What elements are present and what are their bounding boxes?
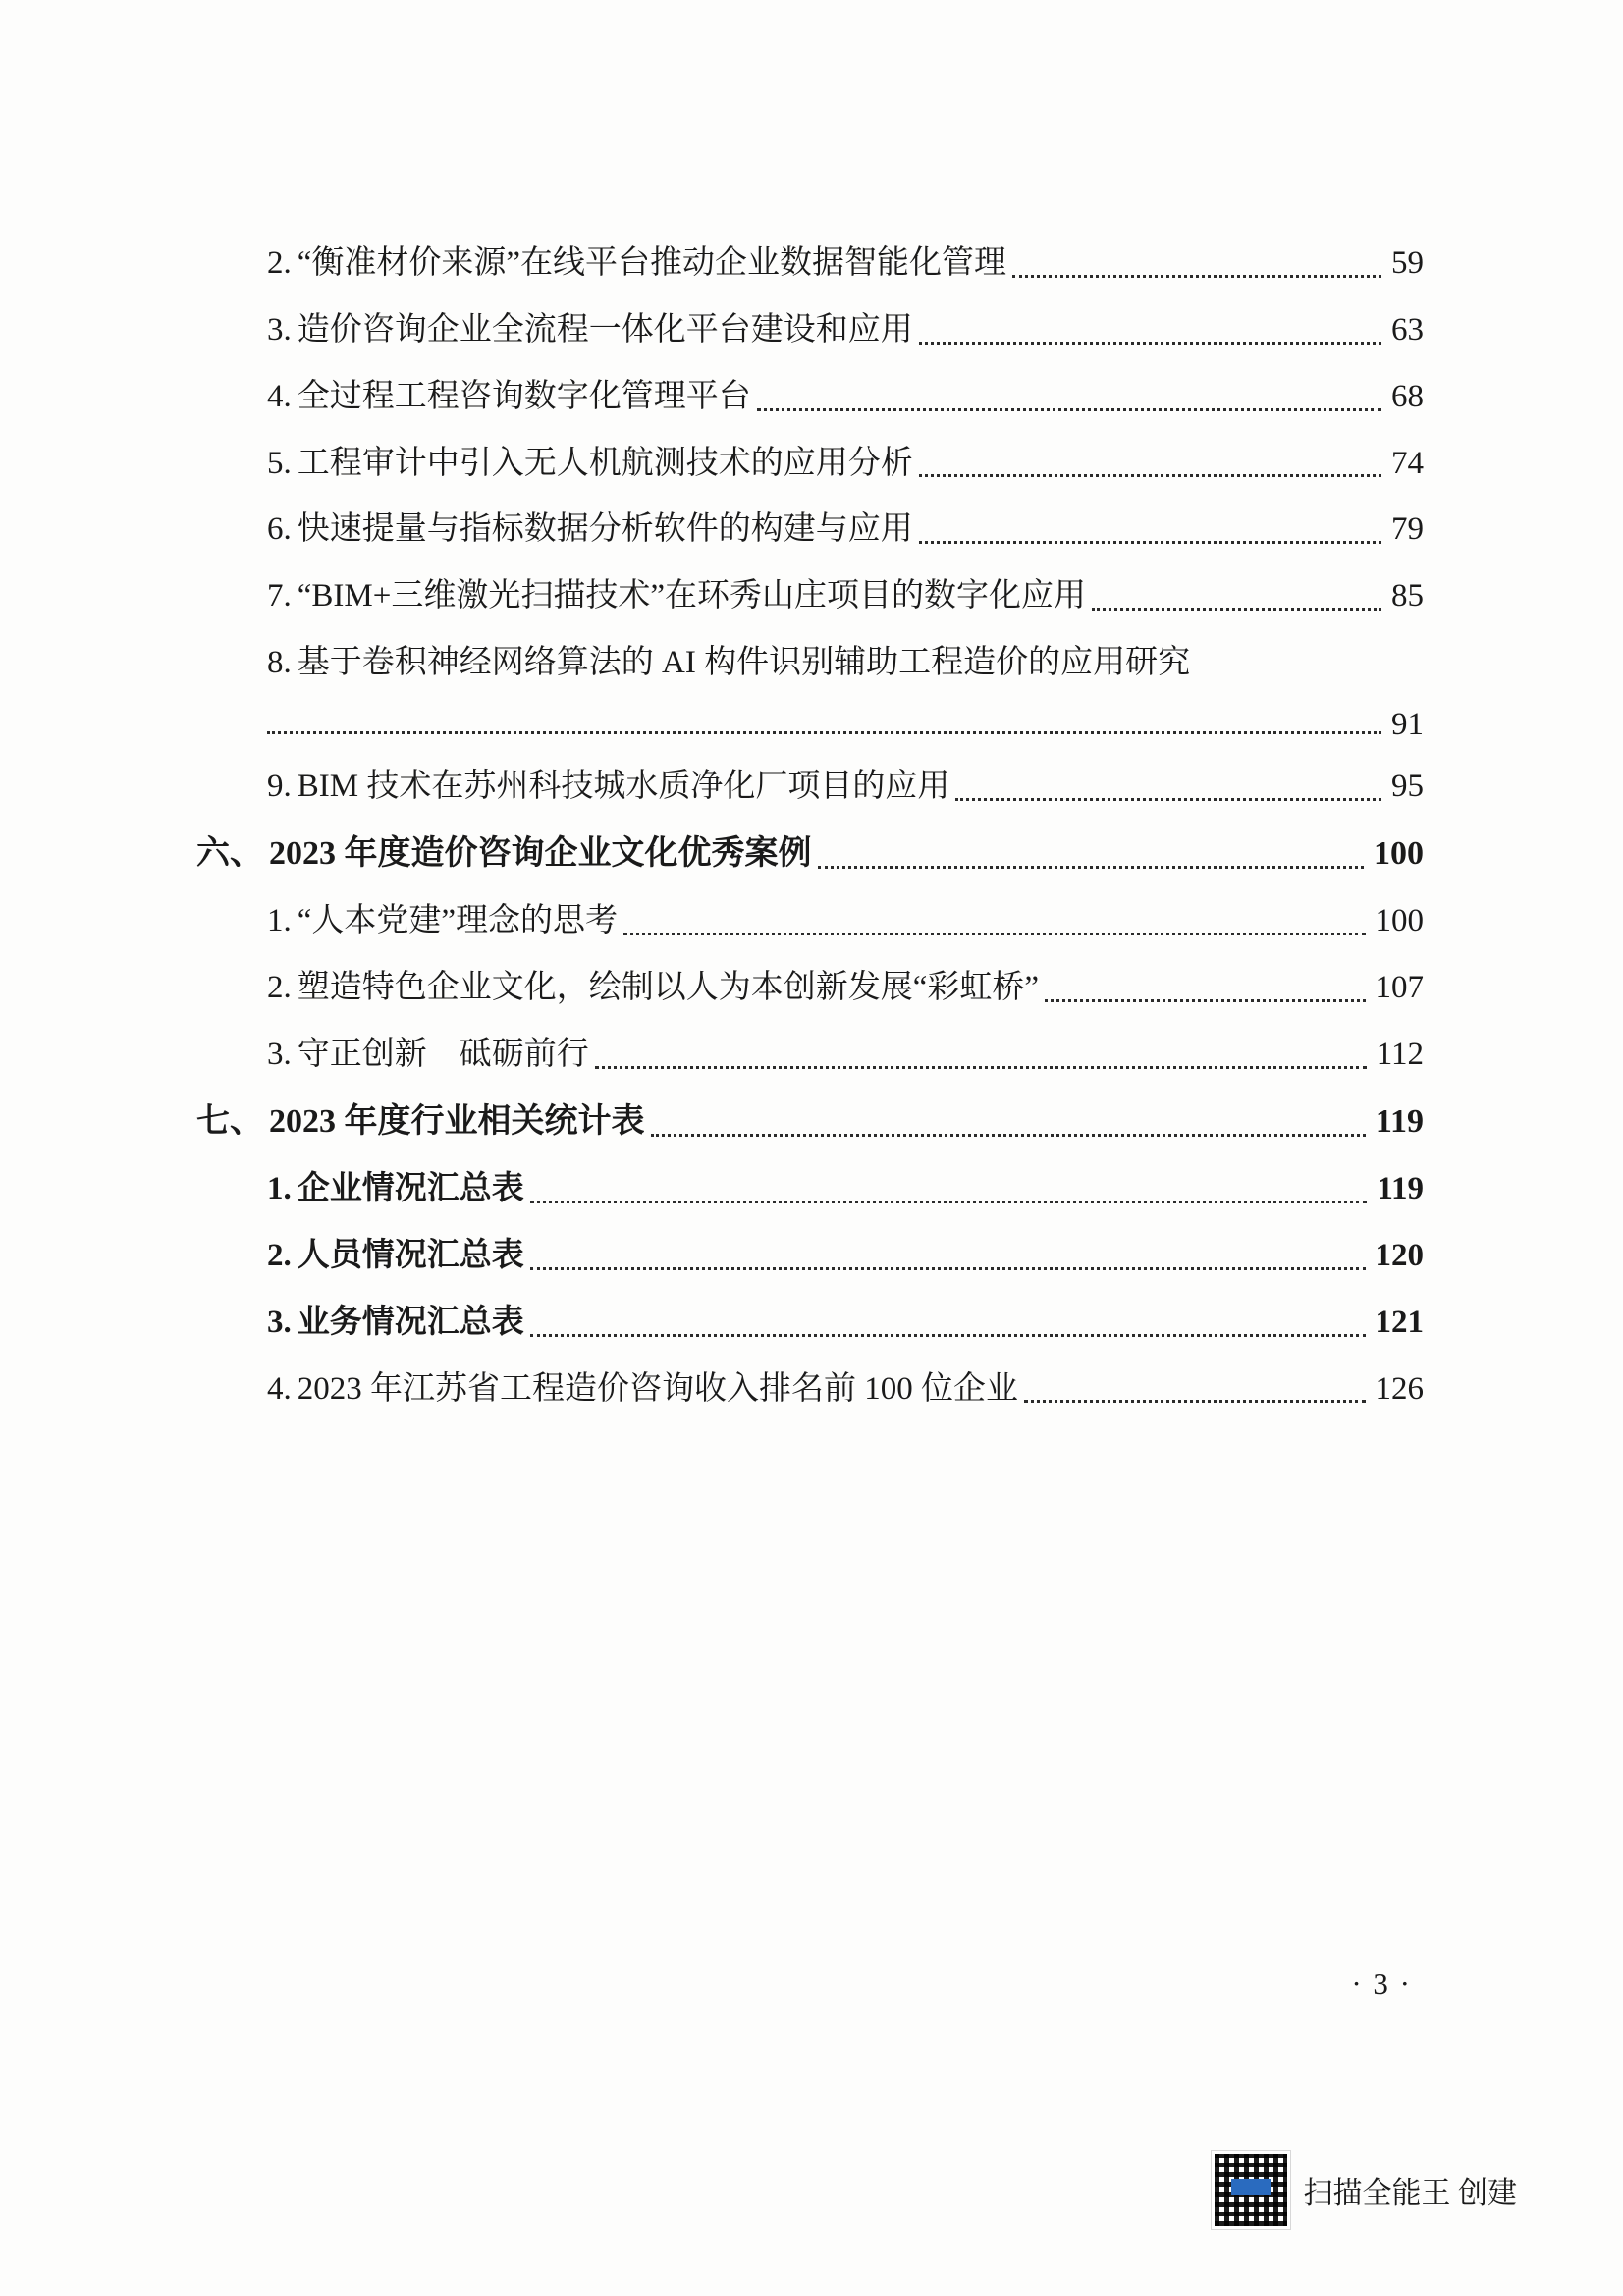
toc-entry-number: 7. xyxy=(267,578,292,614)
toc-leader-dots xyxy=(530,1200,1368,1203)
toc-entry-number: 2. xyxy=(267,1237,292,1273)
toc-entry-page: 121 xyxy=(1375,1304,1424,1340)
toc-entry-number: 2. xyxy=(267,245,292,281)
toc-entry-title: 守正创新 砥砺前行 xyxy=(297,1036,589,1072)
toc-leader-dots xyxy=(1092,607,1381,611)
toc-leader-dots xyxy=(955,797,1381,801)
toc-entry[interactable] xyxy=(267,1032,1424,1078)
toc-entry-title: 基于卷积神经网络算法的 AI 构件识别辅助工程造价的应用研究 xyxy=(297,645,1191,681)
toc-entry[interactable] xyxy=(267,1166,1424,1212)
qr-code-icon xyxy=(1212,2151,1290,2229)
toc-entry-number: 六、 xyxy=(196,834,263,872)
toc-section-heading[interactable] xyxy=(196,1098,1424,1146)
toc-leader-dots xyxy=(919,540,1381,544)
toc-entry-number: 5. xyxy=(267,445,292,481)
toc-entry-number: 3. xyxy=(267,311,292,347)
toc-entry-page: 59 xyxy=(1391,245,1424,281)
toc-entry-page: 95 xyxy=(1391,769,1424,805)
watermark-label: 扫描全能王 创建 xyxy=(1303,2177,1517,2210)
toc-entry-number: 七、 xyxy=(196,1102,263,1140)
toc-entry[interactable] xyxy=(267,441,1424,487)
toc-entry-number: 3. xyxy=(267,1036,292,1072)
toc-entry-page: 120 xyxy=(1375,1237,1424,1273)
toc-entry-page: 68 xyxy=(1391,378,1424,414)
toc-entry[interactable] xyxy=(267,307,1424,353)
toc-entry-number: 9. xyxy=(267,769,292,805)
toc-leader-dots xyxy=(757,407,1381,411)
toc-entry-page: 107 xyxy=(1375,970,1424,1005)
toc-entry-page: 126 xyxy=(1375,1370,1424,1407)
toc-entry-title: 业务情况汇总表 xyxy=(297,1304,524,1340)
toc-entry[interactable] xyxy=(267,640,1424,686)
toc-leader-dots xyxy=(267,730,1381,734)
toc-entry-number: 6. xyxy=(267,511,292,548)
toc-entry-page: 100 xyxy=(1374,834,1424,872)
toc-entry[interactable] xyxy=(267,1233,1424,1279)
toc-leader-dots xyxy=(1012,274,1381,278)
toc-entry-title: 企业情况汇总表 xyxy=(297,1170,524,1206)
toc-entry-title: 2023 年度行业相关统计表 xyxy=(269,1102,645,1140)
toc-entry-number: 1. xyxy=(267,1170,292,1206)
toc-entry[interactable] xyxy=(267,374,1424,420)
toc-entry-page: 63 xyxy=(1391,311,1424,347)
toc-entry-continuation[interactable] xyxy=(267,707,1424,743)
toc-entry-page: 100 xyxy=(1375,903,1424,939)
toc-entry-number: 3. xyxy=(267,1304,292,1340)
toc-entry-page: 74 xyxy=(1391,445,1424,481)
toc-entry-title: “衡准材价来源”在线平台推动企业数据智能化管理 xyxy=(297,245,1007,281)
toc-leader-dots xyxy=(1045,998,1365,1002)
toc-leader-dots xyxy=(1024,1399,1366,1403)
toc-entry-title: 塑造特色企业文化，绘制以人为本创新发展“彩虹桥” xyxy=(297,970,1040,1005)
toc-entry[interactable] xyxy=(267,898,1424,944)
toc-entry[interactable] xyxy=(267,965,1424,1011)
toc-entry-title: “BIM+三维激光扫描技术”在环秀山庄项目的数字化应用 xyxy=(297,578,1086,614)
toc-leader-dots xyxy=(623,932,1365,935)
toc-entry-page: 119 xyxy=(1377,1170,1424,1206)
toc-leader-dots xyxy=(530,1333,1366,1337)
toc-entry-title: 工程审计中引入无人机航测技术的应用分析 xyxy=(297,445,913,481)
toc-entry-page: 119 xyxy=(1375,1102,1424,1140)
toc-entry[interactable] xyxy=(267,573,1424,619)
toc-entry-number: 4. xyxy=(267,378,292,414)
toc-entry[interactable] xyxy=(267,507,1424,553)
page-number: · 3 · xyxy=(1351,1966,1412,2001)
toc-entry-number: 4. xyxy=(267,1370,292,1407)
toc-leader-dots xyxy=(1196,676,1420,677)
toc-entry-number: 1. xyxy=(267,903,292,939)
toc-leader-dots xyxy=(651,1133,1366,1137)
toc-leader-dots xyxy=(919,473,1381,477)
toc-entry-title: 全过程工程咨询数字化管理平台 xyxy=(297,378,751,414)
toc-entry[interactable] xyxy=(267,240,1424,287)
toc-entry-number: 8. xyxy=(267,645,292,681)
toc-entry[interactable] xyxy=(267,764,1424,810)
toc-entry-title: BIM 技术在苏州科技城水质净化厂项目的应用 xyxy=(297,769,950,805)
toc-entry[interactable] xyxy=(267,1300,1424,1346)
scanner-watermark xyxy=(1212,2151,1518,2229)
toc-leader-dots xyxy=(595,1065,1367,1069)
toc-entry-title: 造价咨询企业全流程一体化平台建设和应用 xyxy=(297,311,913,347)
toc-entry[interactable] xyxy=(267,1366,1424,1413)
toc-leader-dots xyxy=(530,1266,1366,1270)
toc-entry-page: 91 xyxy=(1391,707,1424,743)
toc-entry-title: 人员情况汇总表 xyxy=(297,1237,524,1273)
toc-leader-dots xyxy=(818,865,1365,869)
toc-entry-page: 85 xyxy=(1391,578,1424,614)
toc-entry-page: 112 xyxy=(1376,1036,1424,1072)
toc-leader-dots xyxy=(919,341,1381,345)
toc-entry-title: 快速提量与指标数据分析软件的构建与应用 xyxy=(297,511,913,548)
toc-entry-page: 79 xyxy=(1391,511,1424,548)
toc-entry-number: 2. xyxy=(267,970,292,1005)
toc-entry-title: 2023 年江苏省工程造价咨询收入排名前 100 位企业 xyxy=(297,1370,1018,1407)
table-of-contents xyxy=(196,240,1424,1432)
toc-entry-title: “人本党建”理念的思考 xyxy=(297,903,619,939)
toc-entry-title: 2023 年度造价咨询企业文化优秀案例 xyxy=(269,834,812,872)
toc-section-heading[interactable] xyxy=(196,830,1424,878)
